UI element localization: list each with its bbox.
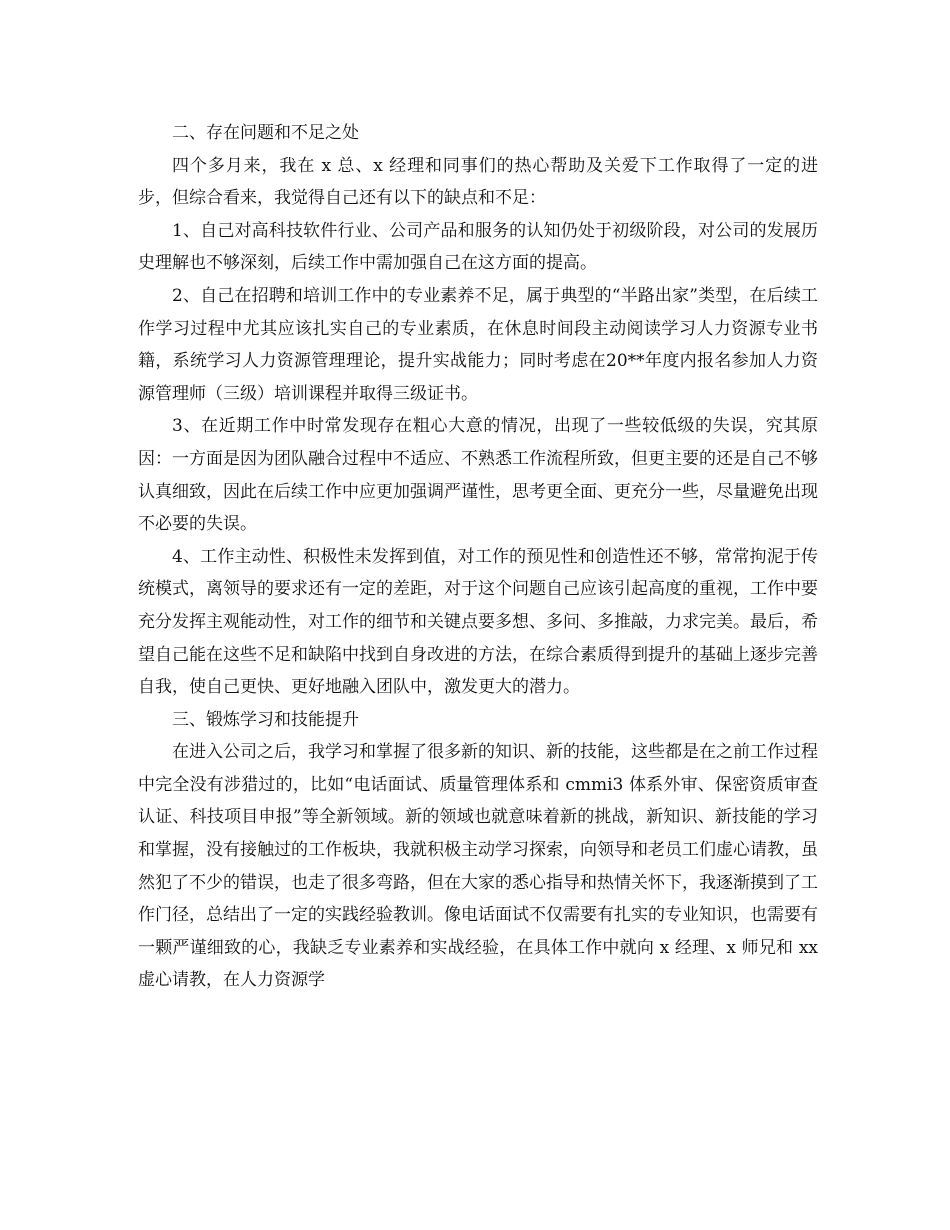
point-1-paragraph: 1、自己对高科技软件行业、公司产品和服务的认知仍处于初级阶段，对公司的发展历史理解也不够深刻，后续工作中需加强自己在这方面的提高。 (138, 220, 818, 274)
point-4-paragraph: 4、工作主动性、积极性未发挥到值，对工作的预见性和创造性还不够，常常拘泥于传统模式，离领导的要求还有一定的差距，对于这个问题自己应该引起高度的重视，工作中要充分发挥主观能动性，对工作的细节和关键点要多想、多问、多推敲，力求完美。最后，希望自己能在这些不足和缺陷中找到自身改进的方法，在综合素质得到提升的基础上逐步完善自我，使自己更快、更好地融入团队中，激发更大的潜力。 (138, 546, 818, 698)
point-2-paragraph: 2、自己在招聘和培训工作中的专业素养不足，属于典型的“半路出家”类型，在后续工作学习过程中尤其应该扎实自己的专业素质，在休息时间段主动阅读学习人力资源专业书籍，系统学习人力资源管理理论，提升实战能力；同时考虑在20**年度内报名参加人力资源管理师（三级）培训课程并取得三级证书。 (138, 285, 818, 404)
document-page (138, 117, 818, 997)
intro-paragraph: 四个多月来，我在 x 总、x 经理和同事们的热心帮助及关爱下工作取得了一定的进步，但综合看来，我觉得自己还有以下的缺点和不足： (138, 155, 818, 209)
learning-paragraph: 在进入公司之后，我学习和掌握了很多新的知识、新的技能，这些都是在之前工作过程中完全没有涉猎过的，比如“电话面试、质量管理体系和 cmmi3 体系外审、保密资质审查认证、科技项目申报”等全新领域。新的领域也就意味着新的挑战，新知识、新技能的学习和掌握，没有接触过的工作板块，我就积极主动学习探索，向领导和老员工们虚心请教，虽然犯了不少的错误，也走了很多弯路，但在大家的悉心指导和热情关怀下，我逐渐摸到了工作门径，总结出了一定的实践经验教训。像电话面试不仅需要有扎实的专业知识，也需要有一颗严谨细致的心，我缺乏专业素养和实战经验，在具体工作中就向 x 经理、x 师兄和 xx 虚心请教，在人力资源学 (138, 742, 818, 991)
point-3-paragraph: 3、在近期工作中时常发现存在粗心大意的情况，出现了一些较低级的失误，究其原因：一方面是因为团队融合过程中不适应、不熟悉工作流程所致，但更主要的还是自己不够认真细致，因此在后续工作中应更加强调严谨性，思考更全面、更充分一些，尽量避免出现不必要的失误。 (138, 416, 818, 535)
section-heading-learning: 三、锻炼学习和技能提升 (172, 709, 359, 730)
section-heading-problems: 二、存在问题和不足之处 (172, 123, 359, 143)
